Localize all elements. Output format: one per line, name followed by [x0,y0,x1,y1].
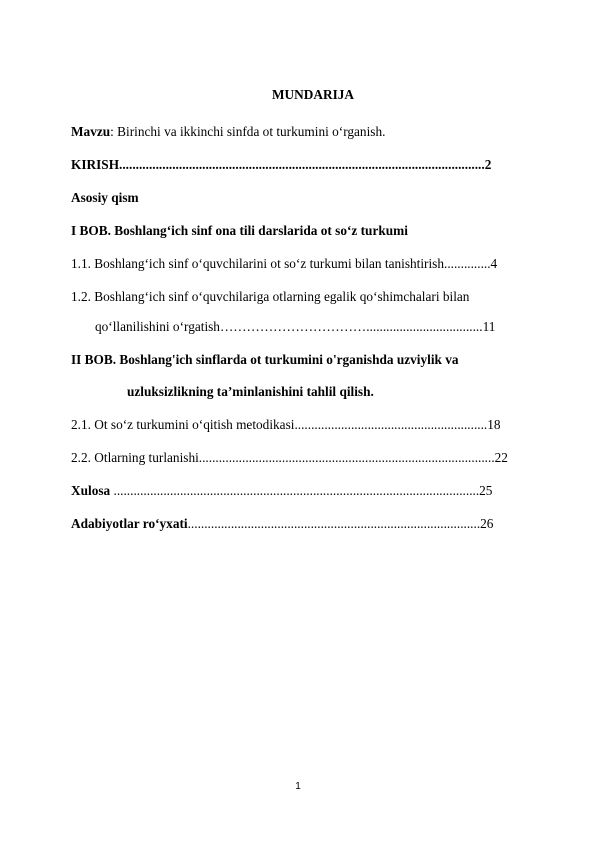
page-title: MUNDARIJA [272,87,354,102]
toc-section-2-1: 2.1. Ot so‘z turkumini o‘qitish metodikasi..........................................................18 [71,417,501,432]
toc-adabiyotlar-dots: ........................................................................................26 [187,516,494,531]
toc-section-2-2: 2.2. Otlarning turlanishi.........................................................................................22 [71,450,508,465]
toc-chapter-1: I BOB. Boshlang‘ich sinf ona tili darslarida ot so‘z turkumi [71,223,408,238]
toc-section-1-1: 1.1. Boshlang‘ich sinf o‘quvchilarini ot so‘z turkumi bilan tanishtirish..............4 [71,256,498,271]
toc-section-1-2-cont: qo‘llanilishini o‘rgatish……………………………...................................11 [95,319,496,334]
toc-asosiy-qism: Asosiy qism [71,190,139,205]
toc-chapter-2-cont: uzluksizlikning ta’minlanishini tahlil qilish. [127,384,374,399]
toc-adabiyotlar [71,516,493,532]
toc-xulosa [71,483,492,499]
toc-kirish: KIRISH..............................................................................................................2 [71,157,492,172]
topic-label: Mavzu [71,124,111,139]
toc-xulosa-label: Xulosa [71,483,111,498]
toc-section-1-2: 1.2. Boshlang‘ich sinf o‘quvchilariga otlarning egalik qo‘shimchalari bilan [71,289,470,304]
toc-chapter-2: II BOB. Boshlang'ich sinflarda ot turkumini o'rganishda uzviylik va [71,352,459,367]
topic-text: : Birinchi va ikkinchi sinfda ot turkumini o‘rganish. [110,124,386,139]
topic-line [71,124,385,140]
toc-xulosa-dots: ..............................................................................................................25 [110,483,493,498]
toc-adabiyotlar-label: Adabiyotlar ro‘yxati [71,516,188,531]
page-number: 1 [295,781,301,792]
